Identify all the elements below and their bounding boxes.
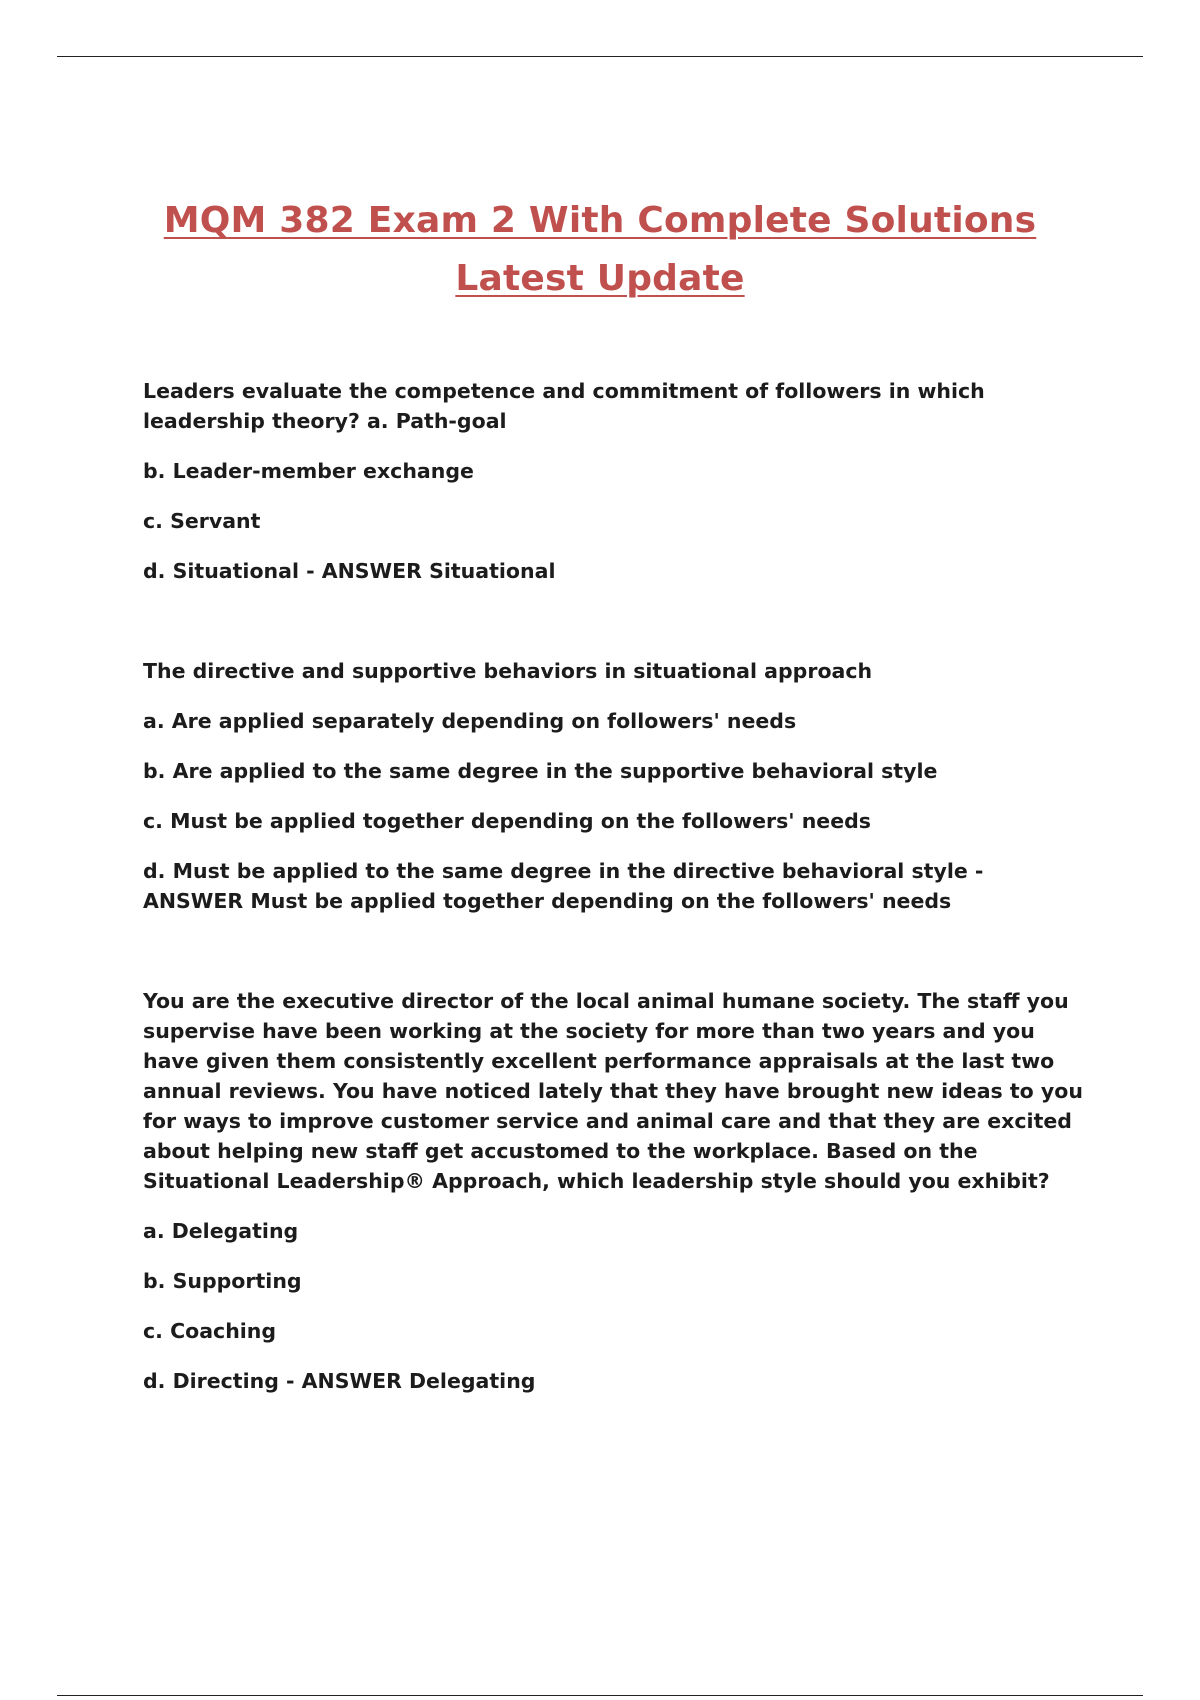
answer-option: b. Leader-member exchange xyxy=(143,459,474,483)
document-body xyxy=(143,376,1083,1396)
title-line-1: MQM 382 Exam 2 With Complete Solutions xyxy=(163,200,1037,241)
answer-option: a. Are applied separately depending on followers' needs xyxy=(143,709,797,733)
answer-option: c. Servant xyxy=(143,509,261,533)
answer-option: c. Coaching xyxy=(143,1319,277,1343)
answer-option: a. Delegating xyxy=(143,1219,299,1243)
answer-option: d. Directing - ANSWER Delegating xyxy=(143,1369,536,1393)
document-title xyxy=(0,192,1200,308)
question-stem: Leaders evaluate the competence and commitment of followers in which leadership theory? a. Path-goal xyxy=(143,379,985,433)
question-2 xyxy=(143,656,1083,916)
answer-option: b. Supporting xyxy=(143,1269,302,1293)
question-stem: You are the executive director of the local animal humane society. The staff you supervise have been working at the society for more than two years and you have given them consistently excellent performance appraisals at the last two annual reviews. You have noticed lately that they have brought new ideas to you for ways to improve customer service and animal care and that they are excited about helping new staff get accustomed to the workplace. Based on the Situational Leadership® Approach, which leadership style should you exhibit? xyxy=(143,989,1083,1193)
question-3 xyxy=(143,986,1083,1396)
question-stem: The directive and supportive behaviors in situational approach xyxy=(143,659,873,683)
answer-option: c. Must be applied together depending on the followers' needs xyxy=(143,809,871,833)
answer-option: b. Are applied to the same degree in the supportive behavioral style xyxy=(143,759,938,783)
bottom-rule xyxy=(57,1695,1143,1696)
top-rule xyxy=(57,56,1143,57)
answer-option: d. Must be applied to the same degree in the directive behavioral style - ANSWER Must be applied together depending on the followers' needs xyxy=(143,859,984,913)
title-line-2: Latest Update xyxy=(455,258,745,299)
answer-option: d. Situational - ANSWER Situational xyxy=(143,559,556,583)
question-1 xyxy=(143,376,1083,586)
